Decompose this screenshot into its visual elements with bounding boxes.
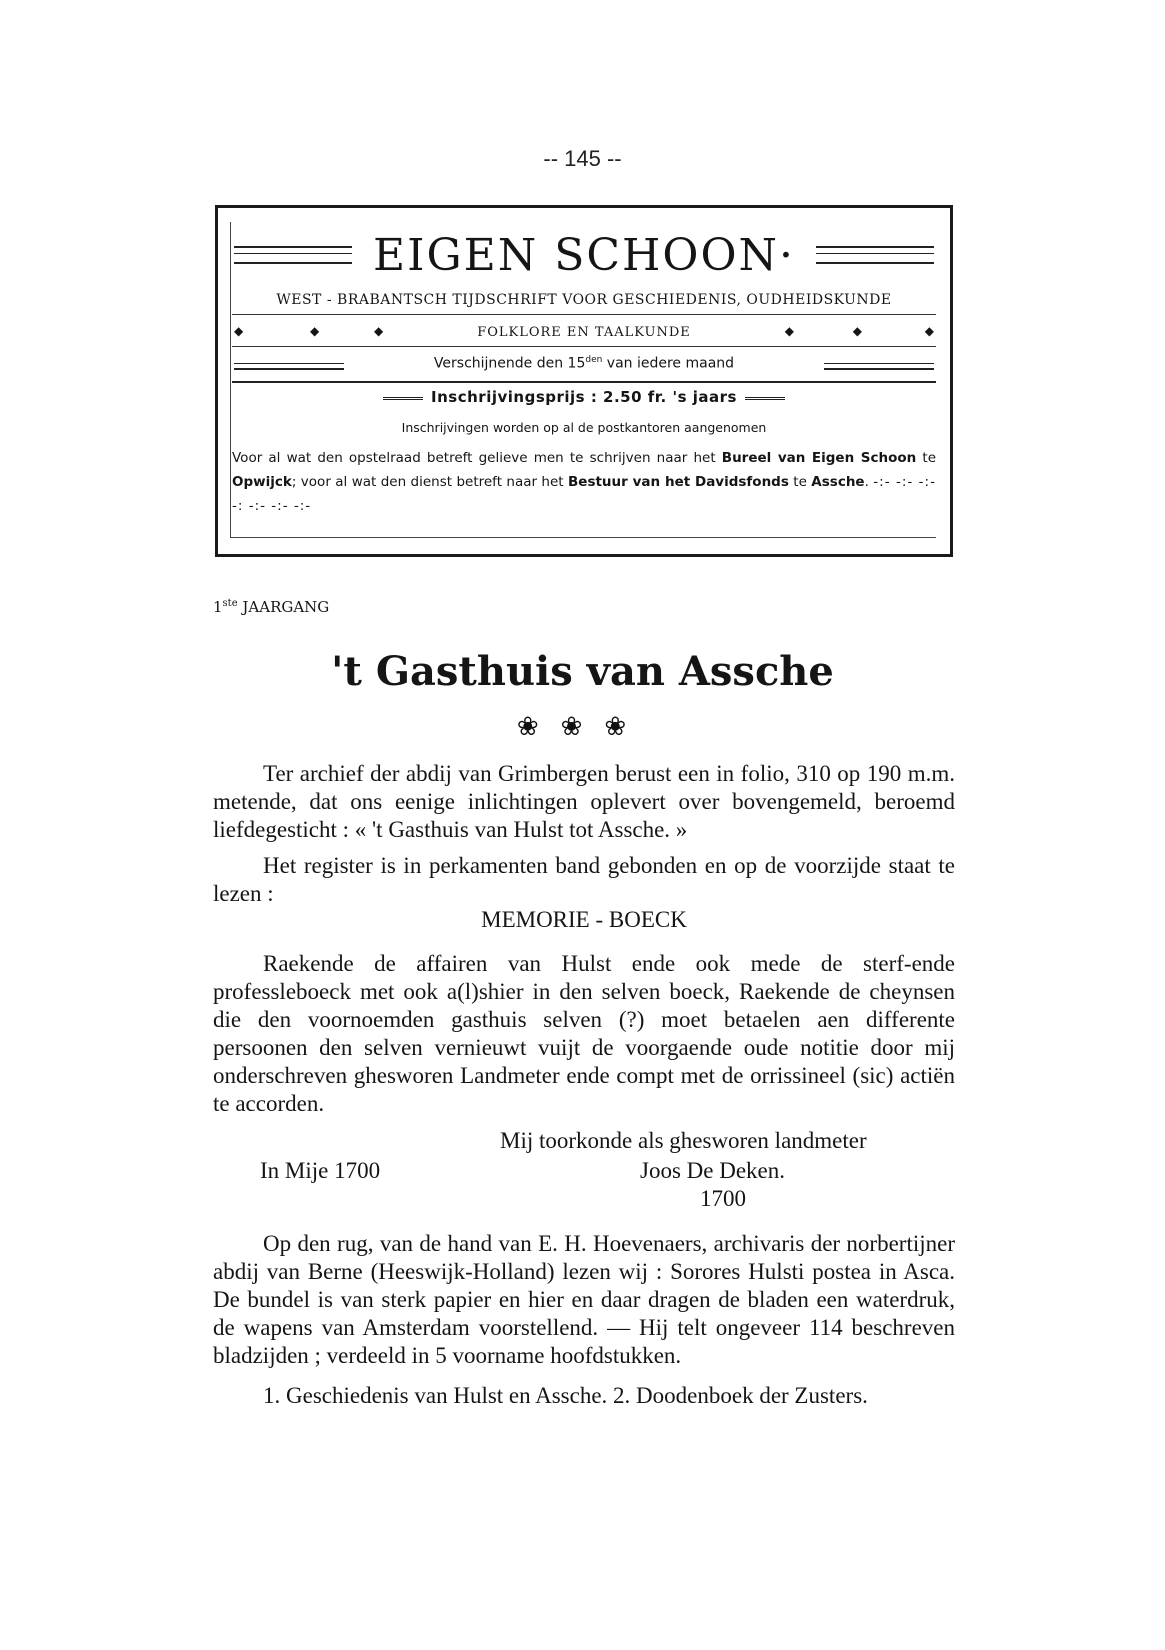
volume-label (213, 598, 329, 616)
masthead-subtitle: WEST - BRABANTSCH TIJDSCHRIFT VOOR GESCHIEDENIS, OUDHEIDSKUNDE (232, 292, 936, 315)
redaction-bold: Bestuur van het Davidsfonds (568, 474, 789, 490)
signature-year: 1700 (700, 1186, 746, 1211)
masthead-price: Inschrijvingsprijs : 2.50 fr. 's jaars (431, 388, 737, 406)
masthead-folklore: FOLKLORE EN TAALKUNDE (477, 325, 691, 340)
redaction-bold: Opwijck (232, 474, 292, 490)
redaction-text: Voor al wat den opstelraad betreft gelieve men te schrijven naar het (232, 450, 722, 466)
masthead-post-note: Inschrijvingen worden op al de postkantoren aangenomen (401, 420, 767, 435)
diamond-icon: ◆ (310, 324, 320, 338)
frequency-sup: den (585, 355, 603, 365)
masthead-frequency-row (232, 355, 936, 377)
masthead-title-row (232, 230, 936, 281)
paragraph-text: Op den rug, van de hand van E. H. Hoevenaers, archivaris der norbertijner abdij van Berne (Heeswijk-Holland) lezen wij : Sorores Hulsti postea in Asca. De bundel is van sterk papier en hier en daar dragen de bladen een waterdruk, de wapens van Amsterdam voorstellend. — Hij telt ongeveer 114 beschreven bladzijden ; verdeeld in 5 voorname hoofdstukken. (213, 1231, 955, 1368)
frequency-rule-right (824, 363, 934, 370)
signature-place-date: In Mije 1700 (260, 1158, 381, 1183)
diamond-icon: ◆ (852, 324, 862, 338)
redaction-bold: Assche (811, 474, 865, 490)
signature-line: Mij toorkonde als ghesworen landmeter (500, 1128, 867, 1153)
redaction-text: ; voor al wat den dienst betreft naar het (291, 474, 568, 490)
paragraph-text: Het register is in perkamenten band gebonden en op de voorzijde staat te lezen : (213, 853, 955, 906)
paragraph-text: Ter archief der abdij van Grimbergen berust een in folio, 310 op 190 m.m. metende, dat ons eenige inlichtingen oplevert over bovengemeld, beroemd liefdegesticht : « 't Gasthuis van Hulst tot Assche. » (213, 761, 955, 842)
price-rule-left (383, 397, 423, 400)
paragraph-2 (213, 852, 955, 908)
redaction-bold: Bureel van Eigen Schoon (721, 450, 917, 466)
signature-name: Joos De Deken. (640, 1158, 785, 1183)
memorie-heading: MEMORIE - BOECK (481, 907, 687, 932)
redaction-text: te (788, 474, 812, 490)
diamond-icon: ◆ (374, 324, 384, 338)
diamond-icon: ◆ (234, 324, 244, 338)
ornament-icon: ❀❀❀ (516, 712, 649, 741)
redaction-text: te (916, 450, 936, 466)
diamond-icon: ◆ (784, 324, 794, 338)
masthead-price-row (232, 388, 936, 412)
masthead-folklore-row (232, 324, 936, 347)
masthead-box (215, 205, 953, 557)
article-title: 't Gasthuis van Assche (331, 648, 834, 695)
masthead-redaction (232, 446, 936, 518)
redaction-text: . (864, 474, 869, 490)
volume-sup: ste (222, 598, 238, 609)
page-number: -- 145 -- (543, 146, 622, 171)
price-rule-right (745, 397, 785, 400)
paragraph-5 (213, 1382, 955, 1410)
paragraph-1 (213, 760, 955, 844)
paragraph-4 (213, 1230, 955, 1370)
frequency-text-end: van iedere maand (602, 355, 735, 372)
redaction-ornament: -:- -:- -:- -: -:- -:- -:- (232, 474, 936, 514)
paragraph-text: 1. Geschiedenis van Hulst en Assche. 2. Doodenboek der Zusters. (263, 1383, 868, 1408)
diamond-icon: ◆ (924, 324, 934, 338)
volume-number: 1 (213, 598, 223, 616)
volume-text: JAARGANG (237, 598, 330, 616)
masthead-divider (232, 381, 936, 383)
paragraph-text: Raekende de affairen van Hulst ende ook mede de sterf-ende professleboeck met ook a(l)shier in den selven boeck, Raekende de cheynsen die den voornoemden gasthuis selven (?) moet betaelen aen differente persoonen den selven vernieuwt vuijt de voorgaende oude notitie door mij onderschreven ghesworen Landmeter ende compt met de orrissineel (sic) actiën te accorden. (213, 951, 955, 1116)
masthead-title: EIGEN SCHOON· (372, 230, 796, 281)
title-rule-right (816, 246, 934, 264)
frequency-text: Verschijnende den 15 (433, 355, 586, 372)
paragraph-3 (213, 950, 955, 1118)
